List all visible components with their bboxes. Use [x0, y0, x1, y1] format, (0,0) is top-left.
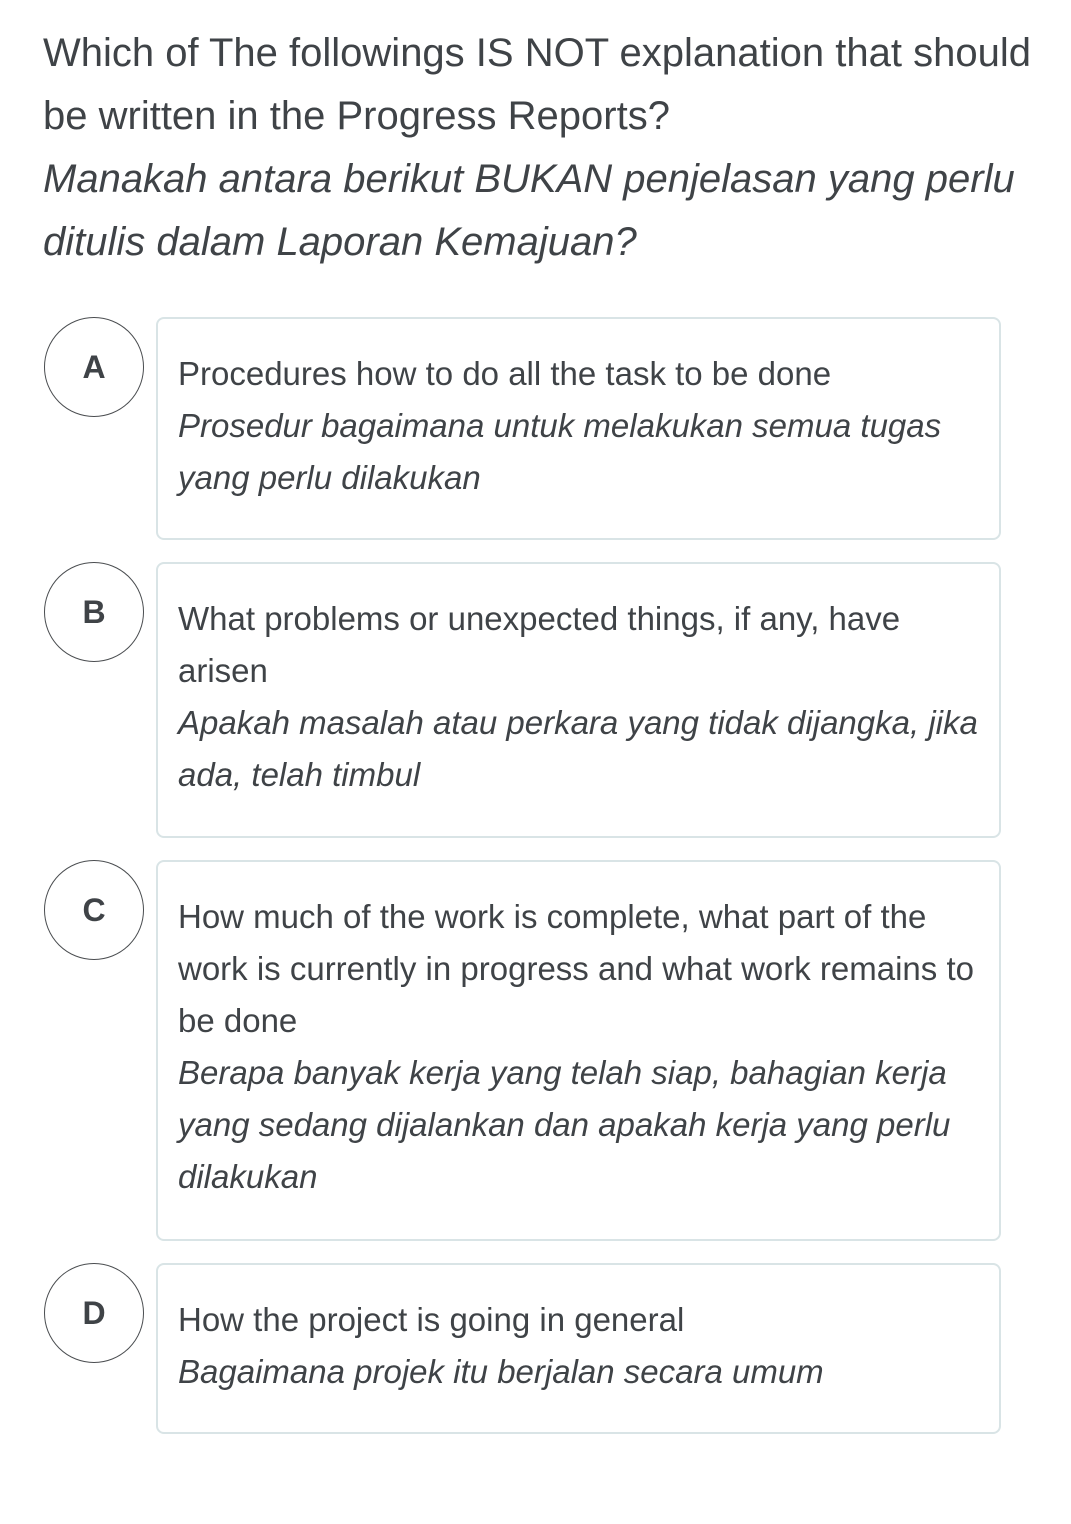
question-text	[43, 22, 1033, 274]
option-d-text-english: How the project is going in general	[178, 1301, 685, 1338]
option-c-letter-button[interactable]	[44, 860, 144, 960]
option-b-card[interactable]	[156, 562, 1001, 838]
option-a-text-english: Procedures how to do all the task to be done	[178, 355, 832, 392]
option-d-letter-button[interactable]	[44, 1263, 144, 1363]
option-b-letter: B	[82, 593, 106, 630]
option-a-letter: A	[82, 348, 106, 385]
option-d-letter: D	[82, 1294, 106, 1331]
question-text-malay: Manakah antara berikut BUKAN penjelasan yang perlu ditulis dalam Laporan Kemajuan?	[43, 157, 1015, 264]
option-b-text-malay: Apakah masalah atau perkara yang tidak dijangka, jika ada, telah timbul	[178, 704, 978, 793]
option-a-text-malay: Prosedur bagaimana untuk melakukan semua tugas yang perlu dilakukan	[178, 407, 942, 496]
option-c-text-malay: Berapa banyak kerja yang telah siap, bahagian kerja yang sedang dijalankan dan apakah kerja yang perlu dilakukan	[178, 1054, 951, 1195]
option-d-card[interactable]	[156, 1263, 1001, 1434]
option-a-card[interactable]	[156, 317, 1001, 540]
option-a-letter-button[interactable]	[44, 317, 144, 417]
option-d-text-malay: Bagaimana projek itu berjalan secara umum	[178, 1353, 824, 1390]
option-c-text-english: How much of the work is complete, what part of the work is currently in progress and what work remains to be done	[178, 898, 974, 1039]
option-c-card[interactable]	[156, 860, 1001, 1241]
option-c-letter: C	[82, 891, 106, 928]
option-b-letter-button[interactable]	[44, 562, 144, 662]
question-text-english: Which of The followings IS NOT explanation that should be written in the Progress Reports?	[43, 31, 1031, 138]
option-b-text-english: What problems or unexpected things, if any, have arisen	[178, 600, 901, 689]
